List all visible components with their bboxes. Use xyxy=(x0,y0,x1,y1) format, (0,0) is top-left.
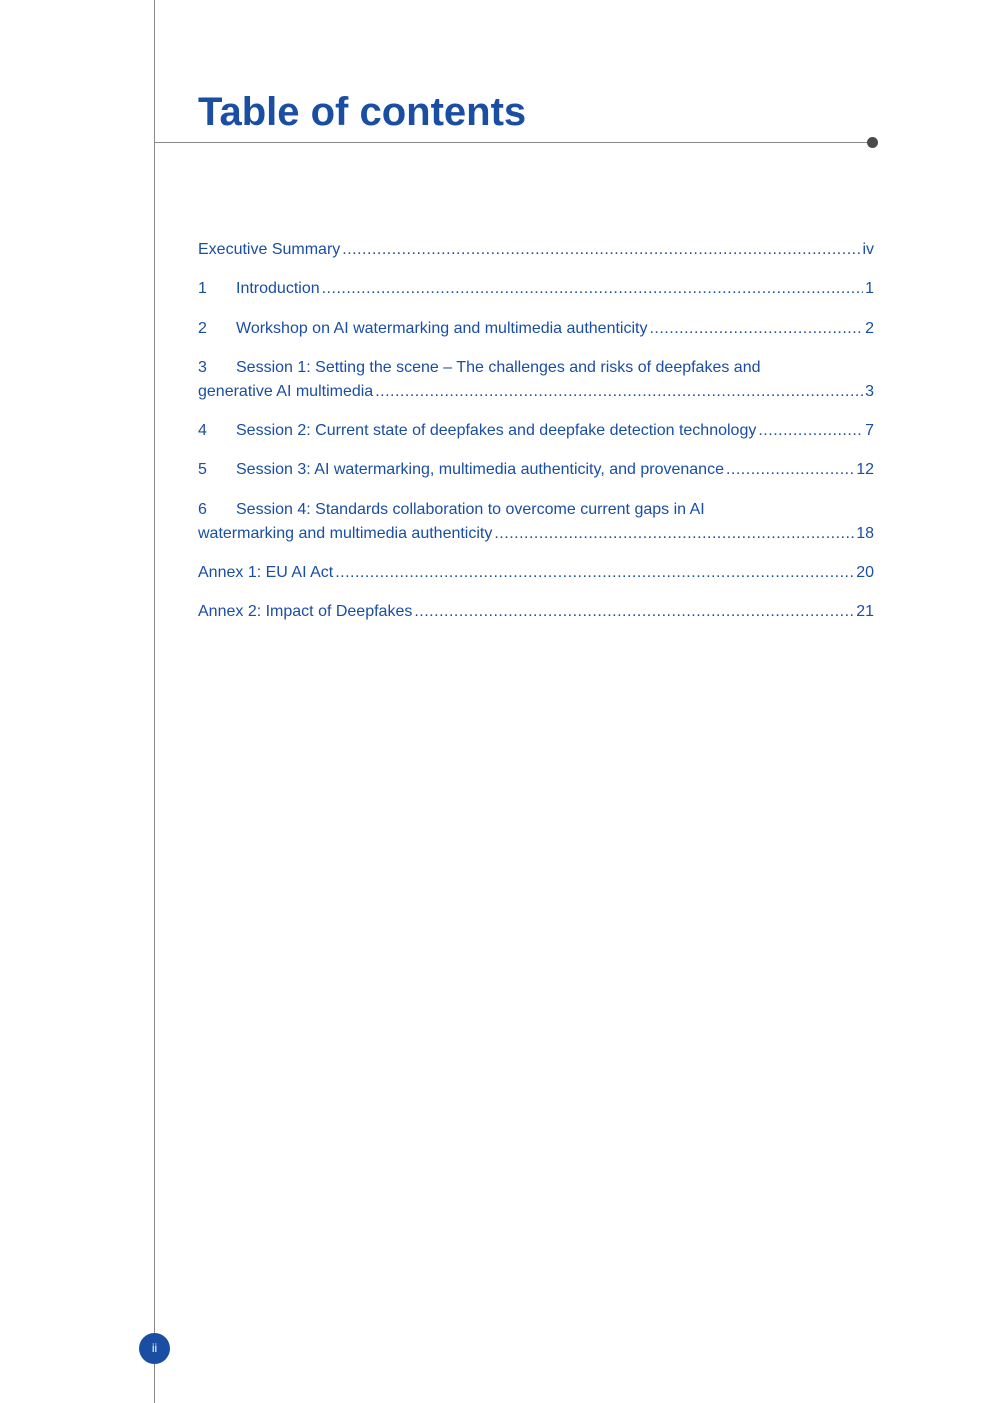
toc-entry-title: Session 4: Standards collaboration to overcome current gaps in AI xyxy=(236,500,705,518)
margin-vertical-rule xyxy=(154,0,155,1403)
toc-entry-session-1[interactable] xyxy=(198,356,874,404)
toc-entry-session-2[interactable] xyxy=(198,419,874,443)
toc-dot-leader xyxy=(335,561,854,585)
toc-entry-title-continued: watermarking and multimedia authenticity xyxy=(198,524,493,542)
toc-section-number: 4 xyxy=(198,422,207,440)
toc-entry-title: Introduction xyxy=(236,280,320,298)
toc-page-number: 20 xyxy=(856,564,874,582)
toc-dot-leader xyxy=(494,522,854,546)
toc-page-number: 2 xyxy=(865,319,874,337)
toc-section-number: 2 xyxy=(198,319,207,337)
toc-page-number: 18 xyxy=(856,524,874,542)
title-underline-rule xyxy=(154,142,872,143)
toc-page-number: iv xyxy=(862,241,874,258)
toc-dot-leader xyxy=(414,600,854,624)
toc-section-number: 3 xyxy=(198,358,207,376)
toc-page-number: 21 xyxy=(856,603,874,621)
toc-entry-title: Executive Summary xyxy=(198,241,341,258)
toc-entry-workshop[interactable] xyxy=(198,317,874,341)
toc-section-number: 1 xyxy=(198,280,207,298)
toc-entry-title: Annex 1: EU AI Act xyxy=(198,564,334,582)
toc-entry-annex-1[interactable] xyxy=(198,561,874,585)
toc-dot-leader xyxy=(649,317,863,341)
toc-dot-leader xyxy=(322,277,863,301)
page-title: Table of contents xyxy=(198,90,527,134)
toc-dot-leader xyxy=(375,380,863,404)
toc-page-number: 1 xyxy=(865,280,874,298)
page-number-badge: ii xyxy=(139,1333,170,1364)
toc-entry-title: Session 1: Setting the scene – The challenges and risks of deepfakes and xyxy=(236,358,761,376)
toc-entry-title: Workshop on AI watermarking and multimedia authenticity xyxy=(236,319,648,337)
table-of-contents xyxy=(198,238,874,640)
toc-entry-introduction[interactable] xyxy=(198,277,874,301)
rule-end-dot xyxy=(867,137,878,148)
toc-entry-session-3[interactable] xyxy=(198,458,874,482)
toc-section-number: 5 xyxy=(198,461,207,479)
toc-page-number: 3 xyxy=(865,382,874,400)
toc-entry-annex-2[interactable] xyxy=(198,600,874,624)
toc-entry-session-4[interactable] xyxy=(198,498,874,546)
toc-entry-title: Session 3: AI watermarking, multimedia authenticity, and provenance xyxy=(236,461,724,479)
toc-entry-executive-summary[interactable] xyxy=(198,238,874,262)
toc-dot-leader xyxy=(758,419,863,443)
toc-dot-leader xyxy=(342,238,860,262)
toc-entry-title: Annex 2: Impact of Deepfakes xyxy=(198,603,413,621)
toc-entry-title: Session 2: Current state of deepfakes and deepfake detection technology xyxy=(236,422,757,440)
toc-entry-title-continued: generative AI multimedia xyxy=(198,382,374,400)
toc-section-number: 6 xyxy=(198,500,207,518)
toc-page-number: 7 xyxy=(865,422,874,440)
toc-page-number: 12 xyxy=(856,461,874,479)
toc-dot-leader xyxy=(726,458,854,482)
